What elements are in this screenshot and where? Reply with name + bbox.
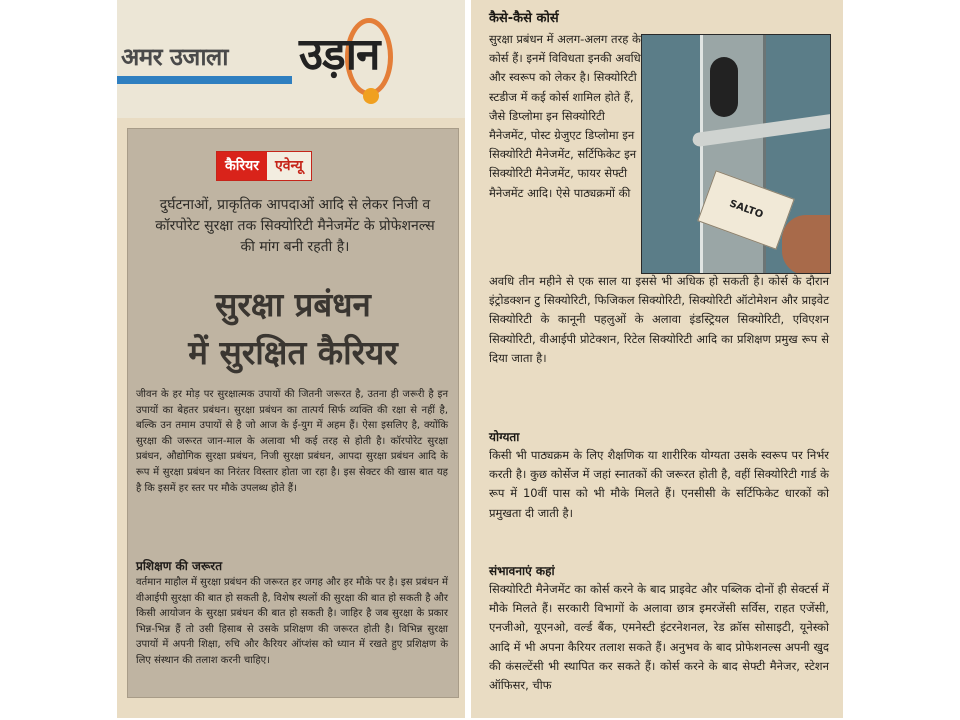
kicker-part-2: एवेन्यू (267, 152, 311, 180)
article-headline (136, 281, 450, 377)
edition-title: उड़ान (299, 29, 380, 80)
right-clipping (471, 0, 843, 718)
left-clipping (117, 0, 465, 718)
prospects-paragraph: सिक्योरिटी मैनेजमेंट का कोर्स करने के बाद प्राइवेट और पब्लिक दोनों ही सेक्टर्स में मौके मिलते हैं। सरकारी विभागों के अलावा छात्र इमरजेंसी सर्विस, राहत एजेंसी, एनजीओ, यूएनओ, वर्ल्ड बैंक, एमनेस्टी इंटरनेशनल, रेड क्रॉस सोसाइटी, यूनेस्को आदि में भी अपना कैरियर तलाश सकते हैं। अनुभव के बाद प्रोफेशनल्स अपनी खुद की कंसल्टेंसी भी स्थापित कर सकते हैं। कोर्स करने के बाद सेफ्टी मैनेजर, स्टेशन ऑफिसर, चीफ (489, 582, 829, 693)
article-box (127, 128, 459, 698)
edition-logo-sun (363, 88, 379, 104)
eligibility-heading: योग्यता (489, 430, 520, 444)
kicker-part-1: कैरियर (217, 152, 267, 180)
article-lead-paragraph: जीवन के हर मोड़ पर सुरक्षात्मक उपायों की जितनी जरूरत है, उतना ही जरूरी है इन उपायों का बेहतर प्रबंधन। सुरक्षा प्रबंधन का तात्पर्य सिर्फ व्यक्ति की रक्षा से नहीं है, बल्कि उन तमाम उपायों से है जो आज के ई-युग में अहम हैं। ऐसा इसलिए है, क्योंकि सुरक्षा की जरूरत जान-माल के अलावा भी कई तरह से होती है। कॉरपोरेट सुरक्षा प्रबंधन, औद्योगिक सुरक्षा प्रबंधन, निजी सुरक्षा प्रबंधन, आपदा सुरक्षा प्रबंधन आदि के रूप में सुरक्षा प्रबंधन का निरंतर विस्तार होता जा रहा है। इस सेक्टर की खास बात यह है कि इसमें हर स्तर पर मौके उपलब्ध होते हैं। (136, 389, 448, 494)
training-heading: प्रशिक्षण की जरूरत (136, 559, 223, 573)
door-lock-photo (641, 34, 831, 274)
headline-line-2: में सुरक्षित कैरियर (188, 333, 398, 372)
courses-heading: कैसे-कैसे कोर्स (489, 11, 559, 26)
brand-underline (117, 76, 292, 84)
training-paragraph: वर्तमान माहौल में सुरक्षा प्रबंधन की जरूरत हर जगह और हर मौके पर है। इस प्रबंधन में वीआईपी सुरक्षा की बात हो सकती है, विशेष स्थलों की सुरक्षा की बात हो सकती है और किसी आयोजन के सुरक्षा प्रबंधन की बात हो सकती है। जाहिर है जब सुरक्षा के प्रकार भिन्न-भिन्न हैं तो उसी हिसाब से उसके प्रशिक्षण की जरूरत होती है। विभिन्न सुरक्षा उपायों में अपनी शिक्षा, रुचि और कैरियर ऑप्शंस को ध्यान में रखते हुए प्रशिक्षण के लिए संस्थान की तलाश करनी चाहिए। (136, 577, 448, 666)
courses-column-text: सुरक्षा प्रबंधन में अलग-अलग तरह के कोर्स हैं। इनमें विविधता इनकी अवधि और स्वरूप को लेकर है। सिक्योरिटी स्टडीज में कई कोर्स शामिल होते हैं, जैसे डिप्लोमा इन सिक्योरिटी मैनेजमेंट, पोस्ट ग्रेजुएट डिप्लोमा इन सिक्योरिटी मैनेजमेंट, सर्टिफिकेट इन सिक्योरिटी मैनेजमेंट, फायर सेफ्टी मैनेजमेंट आदि। ऐसे पाठ्यक्रमों की (489, 32, 641, 200)
article-intro: दुर्घटनाओं, प्राकृतिक आपदाओं आदि से लेकर निजी व कॉरपोरेट सुरक्षा तक सिक्योरिटी मैनेजमेंट के प्रोफेशनल्स की मांग बनी रहती है। (155, 197, 435, 255)
eligibility-paragraph: किसी भी पाठ्यक्रम के लिए शैक्षणिक या शारीरिक योग्यता उसके स्वरूप पर निर्भर करती है। कुछ कोर्सेज में जहां स्नातकों की जरूरत होती है, वहीं सिक्योरिटी गार्ड के रूप में 10वीं पास को भी मौके मिलते हैं। एनसीसी के सर्टिफिकेट धारकों को प्रमुखता दी जाती है। (489, 448, 829, 520)
lock-slot (710, 57, 738, 117)
courses-wide-text: अवधि तीन महीने से एक साल या इससे भी अधिक हो सकती है। कोर्स के दौरान इंट्रोडक्शन टु सिक्योरिटी, फिजिकल सिक्योरिटी, सिक्योरिटी ऑटोमेशन और प्राइवेट सिक्योरिटी के कानूनी पहलुओं के अलावा इंडस्ट्रियल सिक्योरिटी, एविएशन सिक्योरिटी, वीआईपी प्रोटेक्शन, रिटेल सिक्योरिटी आदि का प्रशिक्षण प्रमुख रूप से दिया जाता है। (489, 274, 829, 365)
newspaper-brand: अमर उजाला (121, 43, 229, 71)
access-card: SALTO (697, 170, 794, 249)
masthead (117, 0, 465, 118)
section-kicker (216, 151, 312, 181)
headline-line-1: सुरक्षा प्रबंधन (215, 285, 371, 324)
prospects-heading: संभावनाएं कहां (489, 564, 555, 578)
hand-holding-card (782, 215, 831, 274)
